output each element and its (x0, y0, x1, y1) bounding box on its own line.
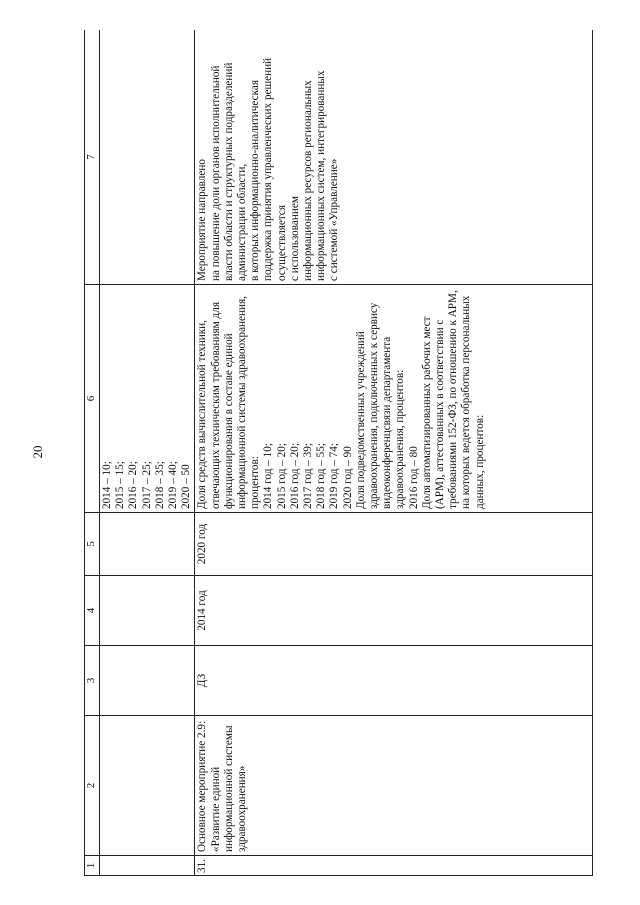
cont-cell-2 (100, 716, 195, 856)
indicators: Доля средств вычислительной техники, отвечающих техническим требованиям для функционирования в составе единой информационной системы здравоохранения, процентов: 2014 год – 10; 2015 год – 20; 2016 год – 20; 2017 год – 39; 2018 год – 55; 2019 год – 74; 2020 год – 90 Доля подведомственных учреждений здравоохранения, подключенных к сервису видеоконференцсвязи департамента здравоохранения, процентов: 2016 год – 80 Доля автоматизированных рабочих мест (АРМ), аттестованных в соответствии с требованиями 152-ФЗ, по отношению к АРМ, на которых ведется обработка персональных данных, процентов: (195, 285, 593, 513)
header-col-1: 1 (85, 856, 100, 876)
header-col-5: 5 (85, 513, 100, 576)
cont-cell-1 (100, 856, 195, 876)
table-row (195, 30, 593, 876)
header-col-2: 2 (85, 716, 100, 856)
end-year: 2020 год (195, 513, 593, 576)
executor: ДЗ (195, 646, 593, 716)
cont-cell-5 (100, 513, 195, 576)
start-year: 2014 год (195, 576, 593, 646)
notes: Мероприятие направлено на повышение доли органов исполнительной власти области и структурных подразделений администрации области, в которых информационно-аналитическая поддержка принятия управленческих решений осуществляется с использованием информационных ресурсов региональных информационных систем, интегрированных с системой «Управление» (195, 30, 593, 285)
cont-cell-3 (100, 646, 195, 716)
header-row (85, 30, 100, 876)
header-col-3: 3 (85, 646, 100, 716)
header-col-7: 7 (85, 30, 100, 285)
cont-cell-7 (100, 30, 195, 285)
cont-cell-4 (100, 576, 195, 646)
row-number: 31. (195, 856, 593, 876)
measure-name: Основное мероприятие 2.9: «Развитие единой информационной системы здравоохранения» (195, 716, 593, 856)
cont-indicator-values: 2014 – 10; 2015 – 15; 2016 – 20; 2017 – 25; 2018 – 35; 2019 – 40; 2020 – 50 (100, 285, 195, 513)
page-number: 20 (30, 445, 45, 459)
program-measures-table (84, 30, 593, 876)
rotated-table-area (84, 30, 622, 876)
header-col-6: 6 (85, 285, 100, 513)
header-col-4: 4 (85, 576, 100, 646)
continuation-row (100, 30, 195, 876)
